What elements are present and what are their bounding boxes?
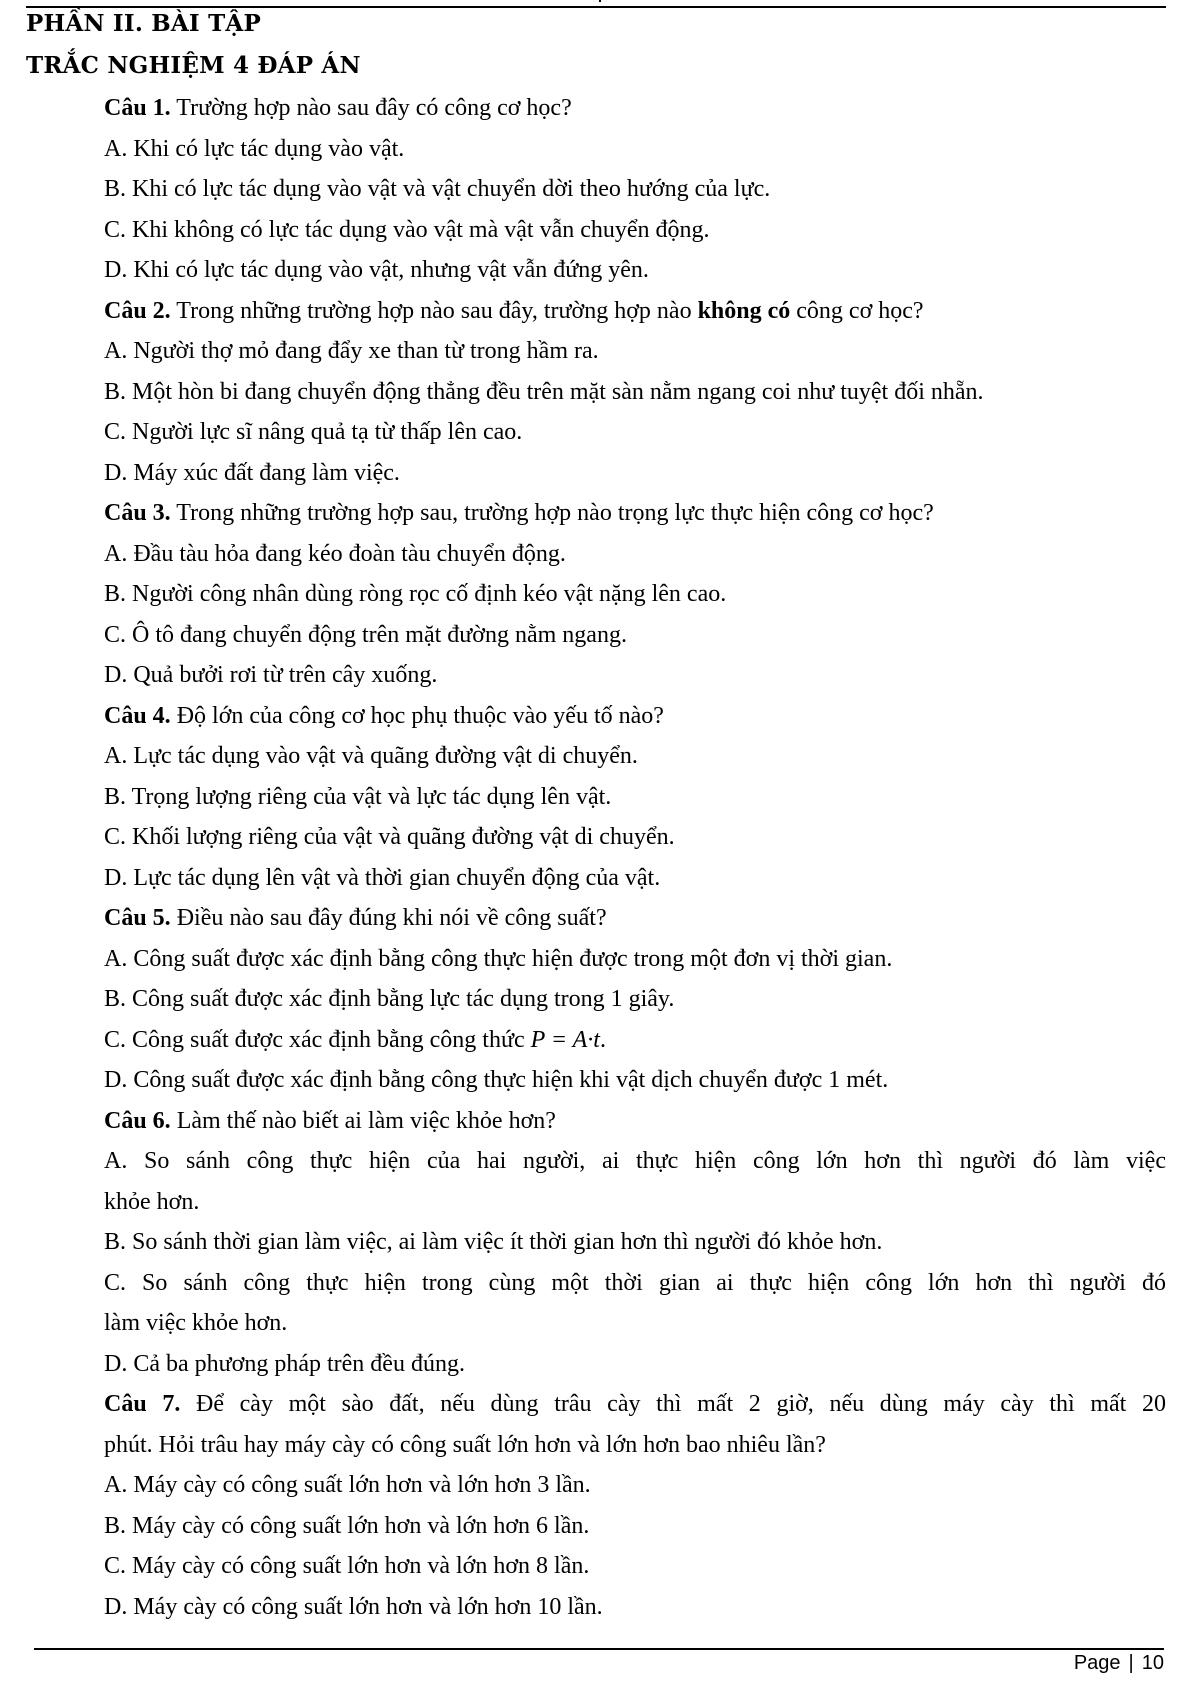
part-heading: PHẦN II. BÀI TẬP	[26, 10, 261, 37]
option-3a: A. Đầu tàu hỏa đang kéo đoàn tàu chuyển động.	[104, 540, 566, 567]
page-label: Page	[1073, 1652, 1121, 1674]
option-7b: B. Máy cày có công suất lớn hơn và lớn hơn 6 lần.	[104, 1512, 590, 1539]
option-5c-text: C. Công suất được xác định bằng công thức	[104, 1026, 525, 1053]
question-7	[104, 1384, 1166, 1425]
option-5a: A. Công suất được xác định bằng công thực hiện được trong một đơn vị thời gian.	[104, 945, 893, 972]
formula: P = A·t	[530, 1026, 600, 1053]
option-2a: A. Người thợ mỏ đang đẩy xe than từ trong hầm ra.	[104, 338, 599, 364]
option-6b: B. So sánh thời gian làm việc, ai làm việc ít thời gian hơn thì người đó khỏe hơn.	[104, 1229, 883, 1255]
question-text: Trong những trường hợp sau, trường hợp nào trọng lực thực hiện công cơ học?	[176, 500, 934, 526]
question-7-continued: phút. Hỏi trâu hay máy cày có công suất lớn hơn và lớn hơn bao nhiêu lần?	[104, 1431, 826, 1458]
option-2b: B. Một hòn bi đang chuyển động thẳng đều trên mặt sàn nằm ngang coi như tuyệt đối nhẵn.	[104, 378, 984, 405]
question-text: Trường hợp nào sau đây có công cơ học?	[176, 95, 572, 121]
question-text-end: công cơ học?	[796, 297, 924, 324]
page-separator: |	[1128, 1652, 1134, 1674]
option-1c: C. Khi không có lực tác dụng vào vật mà vật vẫn chuyển động.	[104, 216, 710, 243]
question-number: Câu 7.	[104, 1391, 181, 1417]
question-number: Câu 2.	[104, 297, 171, 324]
option-7c: C. Máy cày có công suất lớn hơn và lớn hơn 8 lần.	[104, 1553, 590, 1579]
option-6a: A. So sánh công thực hiện của hai người, ai thực hiện công lớn hơn thì người đó làm việc	[104, 1148, 1166, 1174]
top-dot	[599, 0, 601, 2]
page-footer	[1074, 1652, 1164, 1675]
option-2d: D. Máy xúc đất đang làm việc.	[104, 459, 400, 486]
top-rule	[26, 6, 1166, 8]
question-text: Điều nào sau đây đúng khi nói về công suất?	[176, 905, 607, 931]
option-6d: D. Cả ba phương pháp trên đều đúng.	[104, 1350, 465, 1377]
question-number: Câu 3.	[104, 500, 171, 526]
option-6c-continued: làm việc khỏe hơn.	[104, 1310, 288, 1336]
question-1	[104, 88, 1166, 129]
option-7d: D. Máy cày có công suất lớn hơn và lớn hơn 10 lần.	[104, 1593, 603, 1620]
question-3	[104, 493, 1166, 534]
question-number: Câu 4.	[104, 702, 171, 729]
option-1a: A. Khi có lực tác dụng vào vật.	[104, 135, 405, 162]
question-2	[104, 291, 1166, 332]
option-3b: B. Người công nhân dùng ròng rọc cố định kéo vật nặng lên cao.	[104, 581, 727, 607]
question-number: Câu 6.	[104, 1107, 171, 1134]
page-number: 10	[1141, 1652, 1164, 1674]
footer-rule	[34, 1648, 1164, 1650]
question-4	[104, 696, 1166, 737]
option-2c: C. Người lực sĩ nâng quả tạ từ thấp lên cao.	[104, 419, 523, 445]
option-5b: B. Công suất được xác định bằng lực tác dụng trong 1 giây.	[104, 986, 675, 1012]
option-3d: D. Quả bưởi rơi từ trên cây xuống.	[104, 662, 438, 688]
option-4c: C. Khối lượng riêng của vật và quãng đường vật di chuyển.	[104, 824, 675, 850]
question-emphasis: không có	[697, 297, 791, 324]
option-3c: C. Ô tô đang chuyển động trên mặt đường nằm ngang.	[104, 621, 627, 648]
option-4b: B. Trọng lượng riêng của vật và lực tác dụng lên vật.	[104, 783, 612, 810]
question-5	[104, 898, 1166, 939]
section-heading: TRẮC NGHIỆM 4 ĐÁP ÁN	[26, 52, 361, 79]
option-6c: C. So sánh công thực hiện trong cùng một thời gian ai thực hiện công lớn hơn thì người đó	[104, 1269, 1166, 1296]
question-text: Làm thế nào biết ai làm việc khỏe hơn?	[176, 1107, 556, 1134]
formula-suffix: .	[599, 1026, 606, 1053]
question-number: Câu 1.	[104, 95, 171, 121]
option-5d: D. Công suất được xác định bằng công thực hiện khi vật dịch chuyển được 1 mét.	[104, 1067, 889, 1093]
option-6a-continued: khỏe hơn.	[104, 1188, 200, 1215]
question-text: Trong những trường hợp nào sau đây, trường hợp nào	[176, 297, 692, 324]
option-1b: B. Khi có lực tác dụng vào vật và vật chuyển dời theo hướng của lực.	[104, 176, 771, 202]
option-5c	[104, 1020, 1166, 1061]
option-7a: A. Máy cày có công suất lớn hơn và lớn hơn 3 lần.	[104, 1472, 591, 1498]
question-text: Độ lớn của công cơ học phụ thuộc vào yếu tố nào?	[176, 702, 664, 729]
question-list	[104, 88, 1166, 1627]
question-6	[104, 1101, 1166, 1142]
option-4d: D. Lực tác dụng lên vật và thời gian chuyển động của vật.	[104, 864, 661, 891]
question-number: Câu 5.	[104, 905, 171, 931]
option-1d: D. Khi có lực tác dụng vào vật, nhưng vật vẫn đứng yên.	[104, 257, 649, 283]
question-text: Để cày một sào đất, nếu dùng trâu cày thì mất 2 giờ, nếu dùng máy cày thì mất 20	[196, 1391, 1167, 1417]
option-4a: A. Lực tác dụng vào vật và quãng đường vật di chuyển.	[104, 743, 638, 769]
